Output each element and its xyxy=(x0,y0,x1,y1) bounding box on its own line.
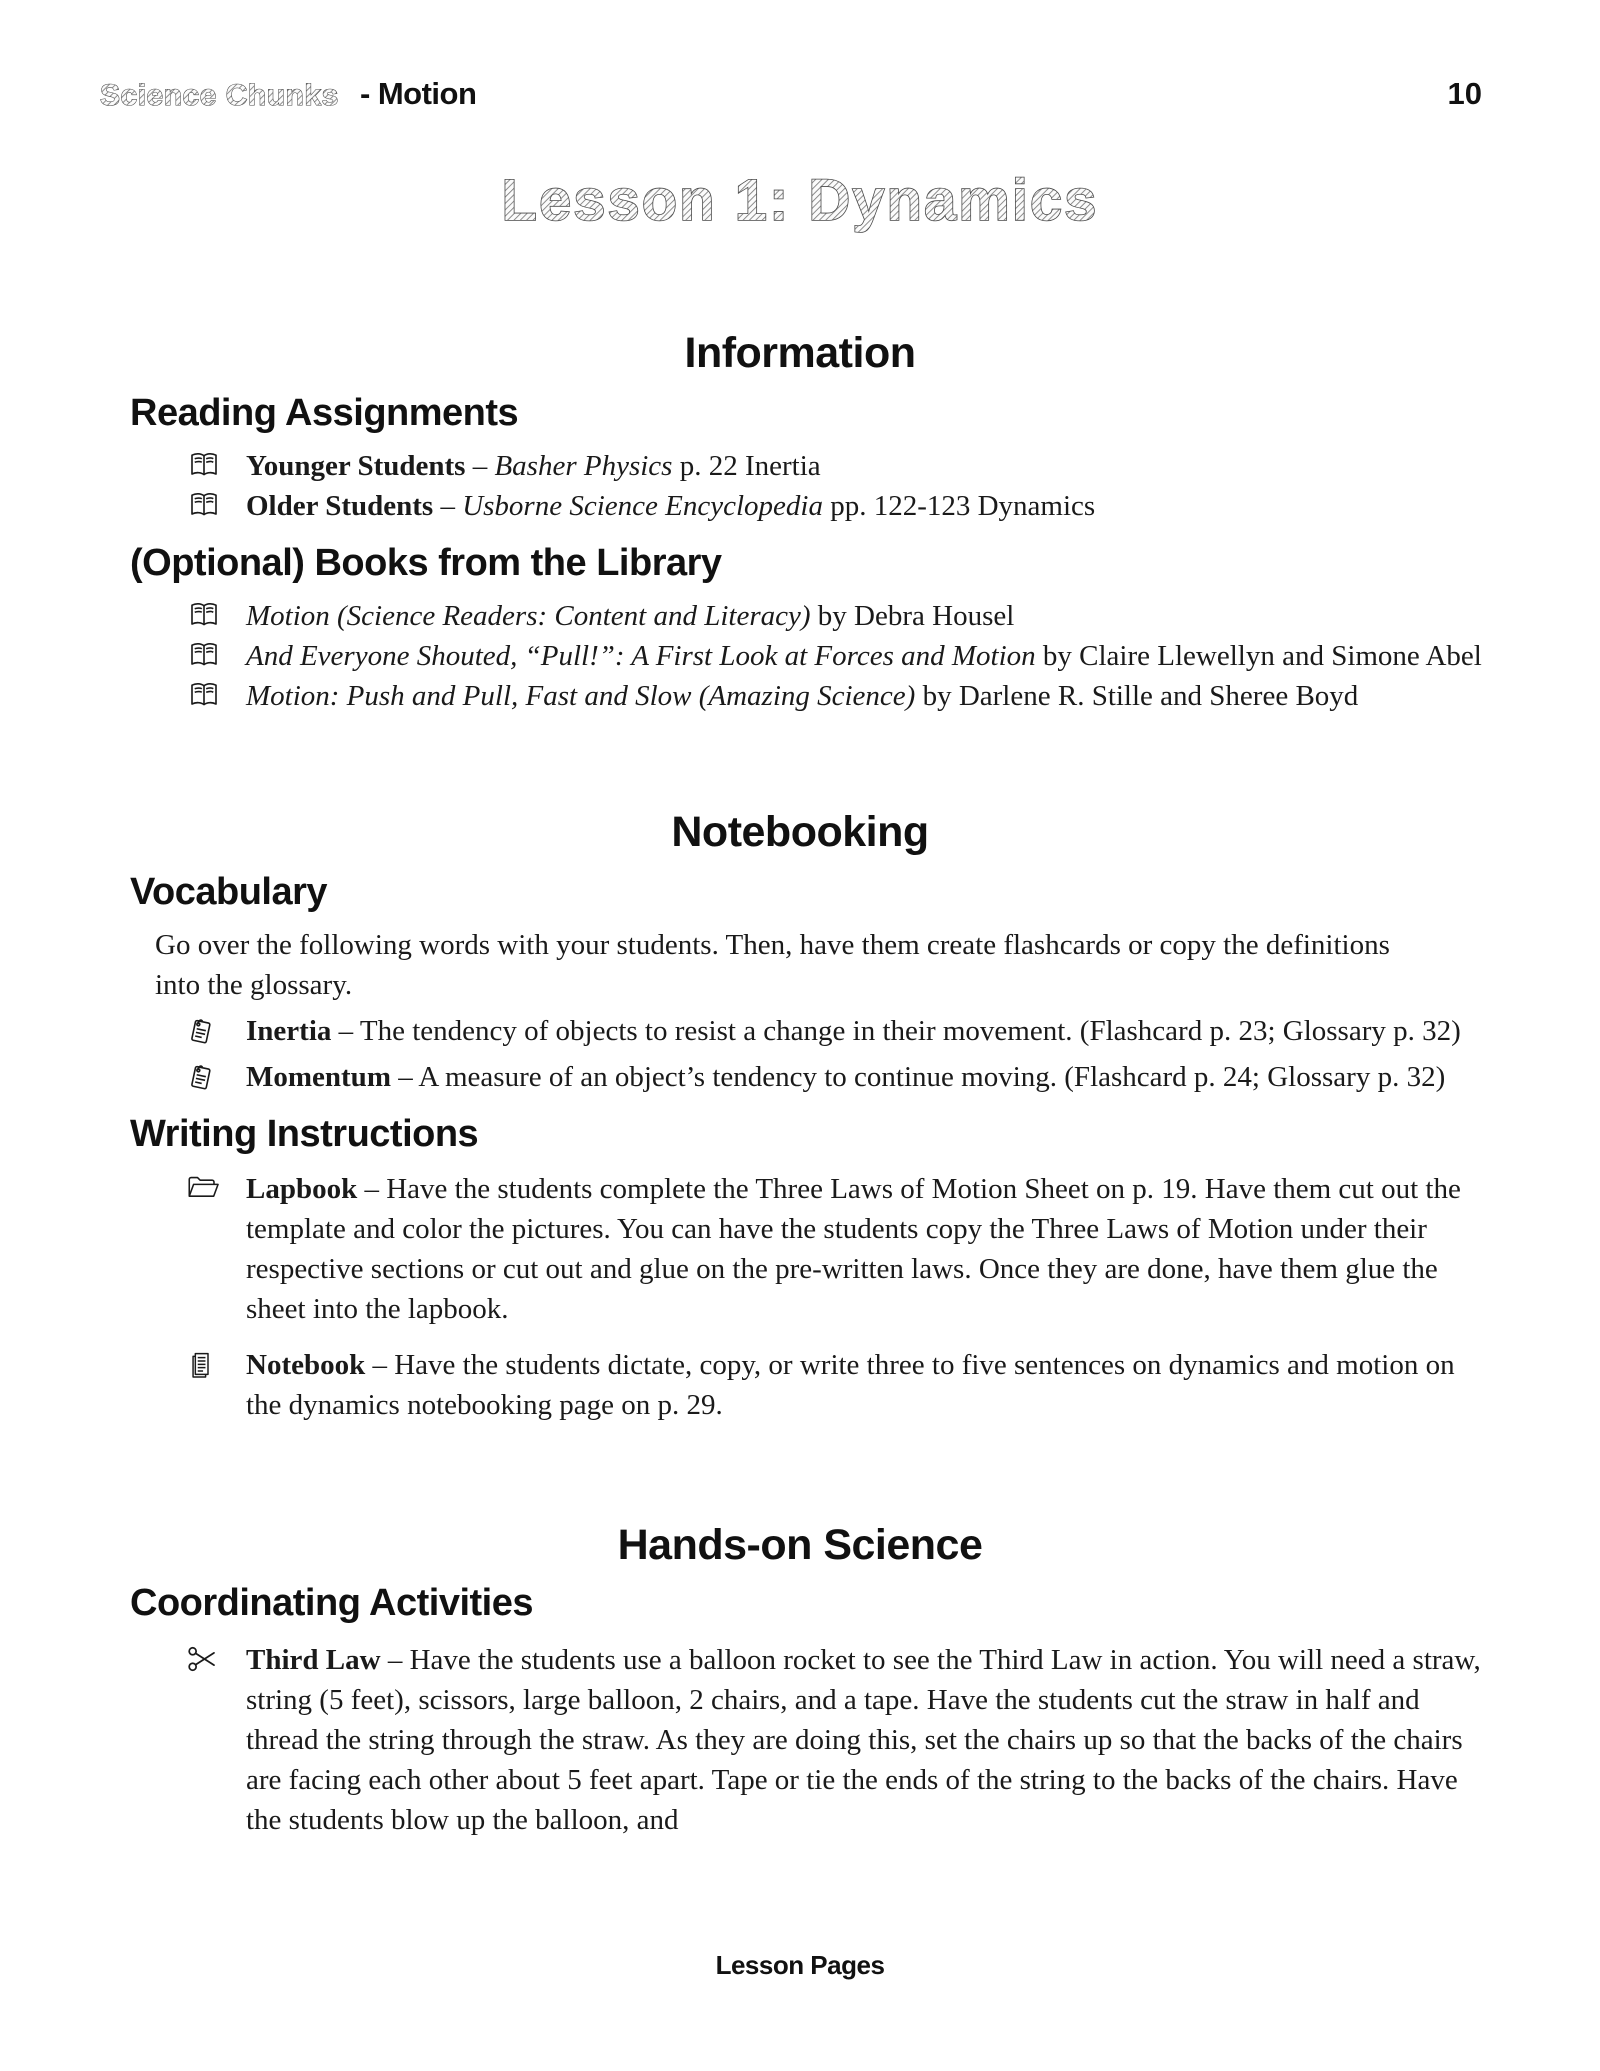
lesson-title xyxy=(0,158,1600,245)
vocabulary-item xyxy=(186,1011,1484,1051)
footer-label: Lesson Pages xyxy=(715,1950,885,1980)
vocabulary-item-text: Inertia – The tendency of objects to resist a change in their movement. (Flashcard p. 23; Glossary p. 32) xyxy=(246,1014,1461,1047)
flashcard-icon xyxy=(186,1011,246,1051)
subheading-vocabulary: Vocabulary xyxy=(130,871,328,914)
vocabulary-item-text: Momentum – A measure of an object’s tendency to continue moving. (Flashcard p. 24; Glossary p. 32) xyxy=(246,1060,1446,1093)
library-item-text: Motion: Push and Pull, Fast and Slow (Amazing Science) by Darlene R. Stille and Sheree Boyd xyxy=(246,679,1359,712)
series-title-sketch-text xyxy=(100,74,352,114)
vocabulary-item xyxy=(186,1057,1484,1097)
library-item xyxy=(186,636,1484,676)
writing-item xyxy=(186,1169,1484,1329)
header-subject: Motion xyxy=(377,76,477,111)
open-book-icon xyxy=(186,636,246,676)
open-book-icon xyxy=(186,676,246,716)
vocabulary-intro: Go over the following words with your students. Then, have them create flashcards or copy the definitions into the glossary. xyxy=(155,928,1390,1001)
subheading-library-books: (Optional) Books from the Library xyxy=(130,542,722,585)
svg-text:Lesson 1: Dynamics: Lesson 1: Dynamics xyxy=(501,168,1099,233)
section-heading-hands-on-science: Hands-on Science xyxy=(617,1520,983,1569)
scissors-icon xyxy=(186,1640,246,1840)
lesson-title-sketch-text xyxy=(410,158,1190,240)
library-item xyxy=(186,676,1484,716)
writing-item xyxy=(186,1345,1484,1425)
activity-item-text: Third Law – Have the students use a balloon rocket to see the Third Law in action. You will need a straw, string (5 feet), scissors, large balloon, 2 chairs, and a tape. Have the students cut the straw in half and thread the string through the straw. As they are doing this, set the chairs up so that the backs of the chairs are facing each other about 5 feet apart. Tape or tie the ends of the string to the backs of the chairs. Have the students blow up the balloon, and xyxy=(246,1643,1481,1836)
section-heading-information: Information xyxy=(684,329,916,377)
flashcard-icon xyxy=(186,1057,246,1097)
header-separator: - xyxy=(360,76,370,111)
subheading-reading-assignments: Reading Assignments xyxy=(130,392,519,435)
reading-item-text: Younger Students – Basher Physics p. 22 Inertia xyxy=(246,450,821,483)
section-heading-notebooking: Notebooking xyxy=(671,807,929,856)
writing-item-text: Lapbook – Have the students complete the Three Laws of Motion Sheet on p. 19. Have them cut out the template and color the pictures. You can have the students copy the Three Laws of Motion under their respective sections or cut out and glue on the pre-written laws. Once they are done, have them glue the sheet into the lapbook. xyxy=(246,1172,1461,1325)
reading-item xyxy=(186,486,1484,526)
subheading-writing-instructions: Writing Instructions xyxy=(130,1112,479,1155)
library-item xyxy=(186,596,1484,636)
library-item-text: Motion (Science Readers: Content and Literacy) by Debra Housel xyxy=(246,599,1015,632)
subheading-coordinating-activities: Coordinating Activities xyxy=(130,1582,534,1625)
open-book-icon xyxy=(186,446,246,486)
writing-item-text: Notebook – Have the students dictate, copy, or write three to five sentences on dynamics and motion on the dynamics notebooking page on p. 29. xyxy=(246,1348,1455,1421)
page-number: 10 xyxy=(1447,76,1482,111)
header-left xyxy=(100,74,476,114)
library-item-text: And Everyone Shouted, “Pull!”: A First Look at Forces and Motion by Claire Llewellyn and Simone Abel xyxy=(246,639,1482,672)
page-header xyxy=(0,0,1600,114)
open-book-icon xyxy=(186,596,246,636)
notebook-icon xyxy=(186,1345,246,1425)
folder-icon xyxy=(186,1169,246,1329)
reading-item xyxy=(186,446,1484,486)
reading-item-text: Older Students – Usborne Science Encyclopedia pp. 122-123 Dynamics xyxy=(246,490,1096,523)
open-book-icon xyxy=(186,486,246,526)
activity-item xyxy=(186,1640,1484,1840)
svg-text:Science Chunks: Science Chunks xyxy=(100,79,339,112)
